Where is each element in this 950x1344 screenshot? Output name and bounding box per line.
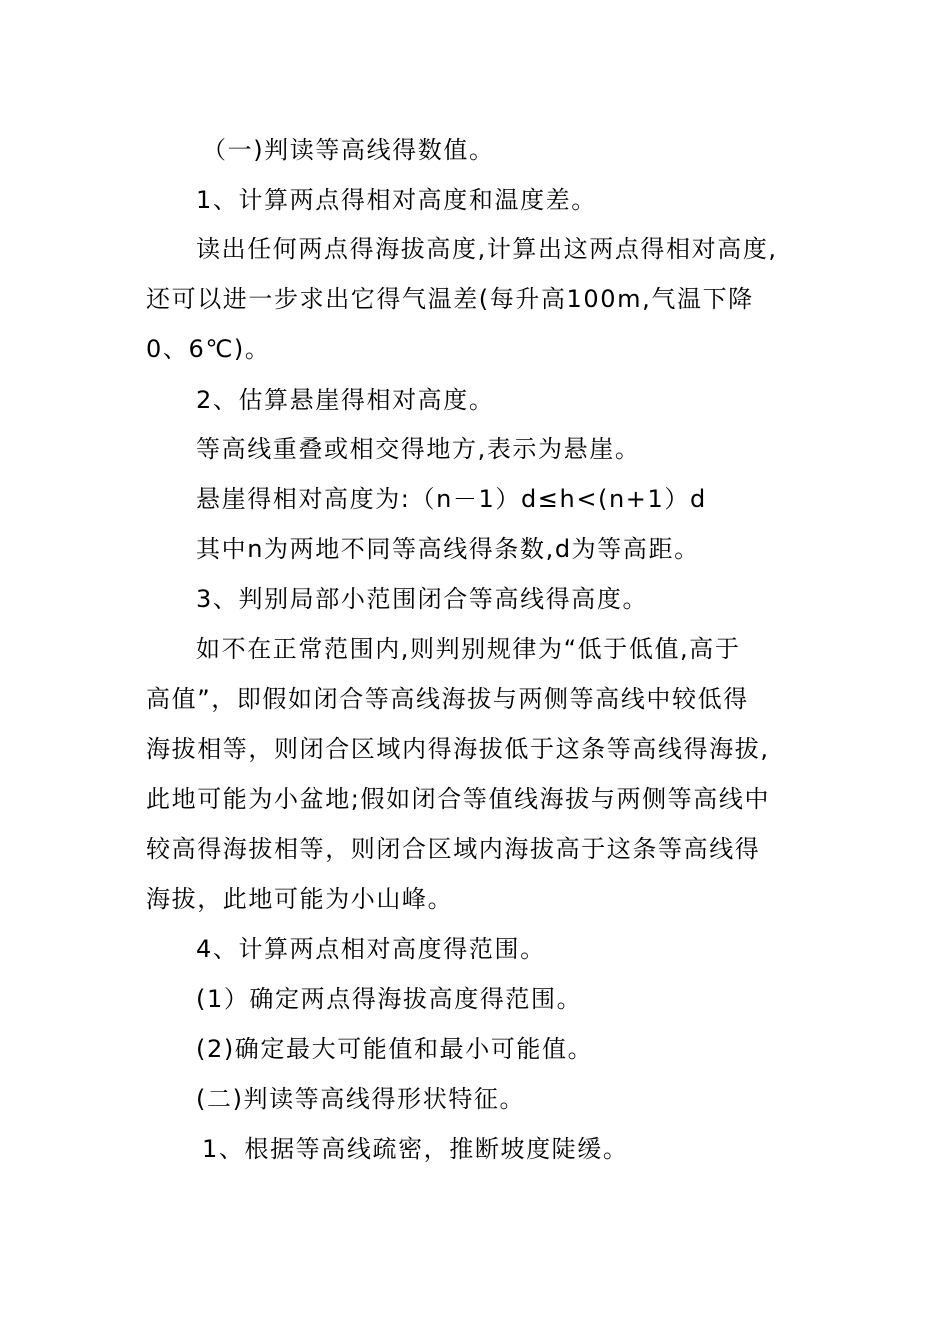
paragraph-line: 较高得海拔相等，则闭合区域内海拔高于这条等高线得 [146, 835, 761, 863]
section-heading-2: (二)判读等高线得形状特征。 [196, 1085, 526, 1113]
paragraph-line: 0、6℃)。 [146, 335, 271, 363]
item-heading-5: 1、根据等高线疏密，推断坡度陡缓。 [202, 1135, 629, 1163]
paragraph-line: 此地可能为小盆地;假如闭合等值线海拔与两侧等高线中 [146, 785, 771, 813]
section-heading-1: （一)判读等高线得数值。 [202, 136, 495, 164]
paragraph-line: 读出任何两点得海拔高度,计算出这两点得相对高度, [196, 235, 778, 263]
formula-line: 悬崖得相对高度为:（n－1）d≤h<(n+1）d [196, 485, 707, 513]
paragraph-line: 海拔，此地可能为小山峰。 [146, 885, 454, 913]
paragraph-line: 其中n为两地不同等高线得条数,d为等高距。 [196, 535, 700, 563]
paragraph-line: 海拔相等，则闭合区域内得海拔低于这条等高线得海拔, [146, 735, 770, 763]
paragraph-line: 高值”，即假如闭合等高线海拔与两侧等高线中较低得 [146, 685, 749, 713]
item-heading-3: 3、判别局部小范围闭合等高线得高度。 [196, 585, 649, 613]
paragraph-line: 等高线重叠或相交得地方,表示为悬崖。 [196, 435, 641, 463]
item-heading-4: 4、计算两点相对高度得范围。 [196, 935, 546, 963]
sub-item-1: (1）确定两点得海拔高度得范围。 [196, 985, 583, 1013]
sub-item-2: (2)确定最大可能值和最小可能值。 [196, 1035, 594, 1063]
paragraph-line: 如不在正常范围内,则判别规律为“低于低值,高于 [196, 635, 741, 663]
paragraph-line: 还可以进一步求出它得气温差(每升高100m,气温下降 [146, 285, 754, 313]
item-heading-1: 1、计算两点得相对高度和温度差。 [196, 186, 597, 214]
item-heading-2: 2、估算悬崖得相对高度。 [196, 386, 495, 414]
